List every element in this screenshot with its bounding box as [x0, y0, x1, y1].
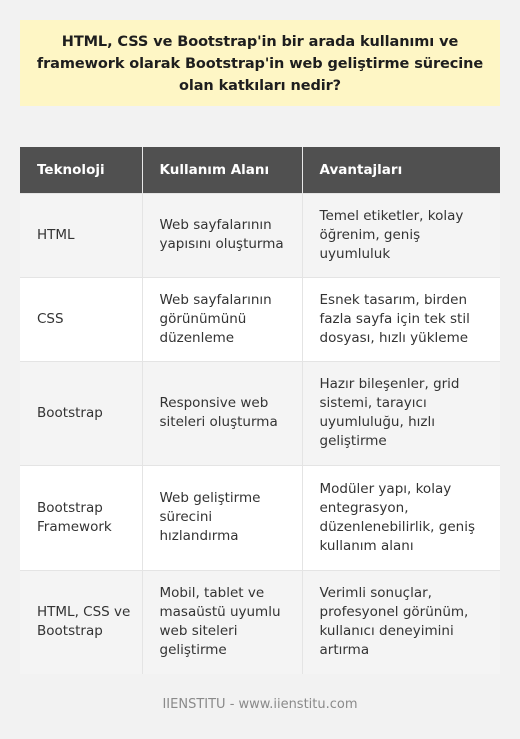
- table-cell-advantages: Temel etiketler, kolay öğrenim, geniş uyumluluk: [302, 193, 500, 277]
- comparison-table: [20, 147, 500, 674]
- table-cell-technology: CSS: [20, 277, 142, 361]
- table-row: [20, 570, 500, 674]
- table-row: [20, 465, 500, 570]
- table-row: [20, 193, 500, 277]
- column-header-usage-area: Kullanım Alanı: [142, 147, 302, 193]
- table-cell-usage-area: Web geliştirme sürecini hızlandırma: [142, 465, 302, 570]
- table-header-row: [20, 147, 500, 193]
- column-header-advantages: Avantajları: [302, 147, 500, 193]
- table-cell-usage-area: Web sayfalarının yapısını oluşturma: [142, 193, 302, 277]
- table-cell-advantages: Esnek tasarım, birden fazla sayfa için tek stil dosyası, hızlı yükleme: [302, 277, 500, 361]
- title-banner: [20, 20, 500, 106]
- table-cell-usage-area: Mobil, tablet ve masaüstü uyumlu web siteleri geliştirme: [142, 570, 302, 674]
- footer-credit: IIENSTITU - www.iienstitu.com: [162, 697, 358, 712]
- table-cell-technology: HTML: [20, 193, 142, 277]
- table-cell-advantages: Modüler yapı, kolay entegrasyon, düzenlenebilirlik, geniş kullanım alanı: [302, 465, 500, 570]
- table-cell-technology: HTML, CSS ve Bootstrap: [20, 570, 142, 674]
- table-row: [20, 361, 500, 465]
- table-cell-advantages: Hazır bileşenler, grid sistemi, tarayıcı uyumluluğu, hızlı geliştirme: [302, 361, 500, 465]
- table-cell-technology: Bootstrap Framework: [20, 465, 142, 570]
- page-title: HTML, CSS ve Bootstrap'in bir arada kullanımı ve framework olarak Bootstrap'in web geliştirme sürecine olan katkıları nedir?: [36, 34, 484, 94]
- table-cell-advantages: Verimli sonuçlar, profesyonel görünüm, kullanıcı deneyimini artırma: [302, 570, 500, 674]
- table-cell-usage-area: Responsive web siteleri oluşturma: [142, 361, 302, 465]
- table-cell-technology: Bootstrap: [20, 361, 142, 465]
- table-cell-usage-area: Web sayfalarının görünümünü düzenleme: [142, 277, 302, 361]
- column-header-technology: Teknoloji: [20, 147, 142, 193]
- table-row: [20, 277, 500, 361]
